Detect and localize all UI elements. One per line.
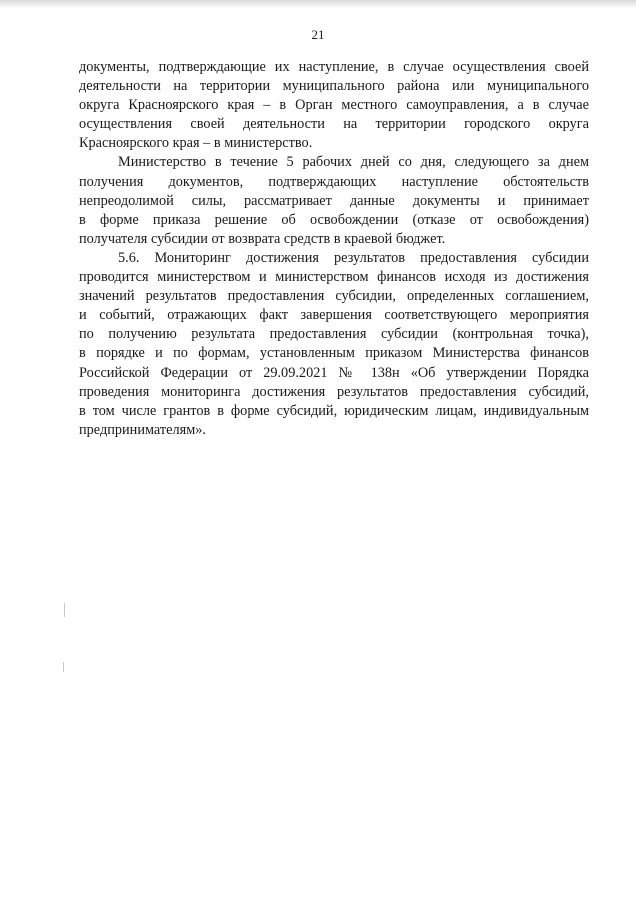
document-body (79, 58, 589, 440)
paragraph-monitoring (79, 249, 589, 440)
text-line: Министерство в течение 5 рабочих дней со дня, следующего за днем (118, 154, 589, 171)
text-line: Российской Федерации от 29.09.2021 № 138н «Об утверждении Порядка (79, 364, 589, 381)
text-line: деятельности на территории муниципального района или муниципального (79, 78, 589, 95)
text-line: непреодолимой силы, рассматривает данные документы и принимает (79, 192, 589, 209)
paragraph-ministry-decision (79, 153, 589, 248)
text-line: по получению результата предоставления субсидии (контрольная точка), (79, 326, 589, 343)
text-line: получателя субсидии от возврата средств в краевой бюджет. (79, 230, 446, 247)
text-line: предпринимателям». (79, 421, 206, 438)
text-line: проводится министерством и министерством финансов исходя из достижения (79, 269, 589, 286)
text-line: в порядке и по формам, установленным приказом Министерства финансов (79, 345, 589, 362)
text-line: Красноярского края – в министерство. (79, 135, 313, 152)
text-line: округа Красноярского края – в Орган местного самоуправления, а в случае (79, 97, 589, 114)
scan-edge-shadow (0, 0, 636, 8)
paragraph-continuation (79, 58, 589, 153)
text-line: осуществления своей деятельности на территории городского округа (79, 116, 589, 133)
text-line: в том числе грантов в форме субсидий, юридическим лицам, индивидуальным (79, 402, 589, 419)
text-line: получения документов, подтверждающих наступление обстоятельств (79, 173, 589, 190)
text-line: документы, подтверждающие их наступление, в случае осуществления своей (79, 59, 589, 75)
page-number: 21 (311, 27, 325, 42)
text-line: 5.6. Мониторинг достижения результатов предоставления субсидии (118, 249, 589, 266)
text-line: в форме приказа решение об освобождении (отказе от освобождения) (79, 211, 589, 228)
text-line: проведения мониторинга достижения результатов предоставления субсидий, (79, 383, 589, 400)
text-line: значений результатов предоставления субсидии, определенных соглашением, (79, 288, 589, 305)
scan-artifact (63, 662, 64, 672)
text-line: и событий, отражающих факт завершения соответствующего мероприятия (79, 307, 589, 324)
scan-artifact (64, 603, 65, 617)
